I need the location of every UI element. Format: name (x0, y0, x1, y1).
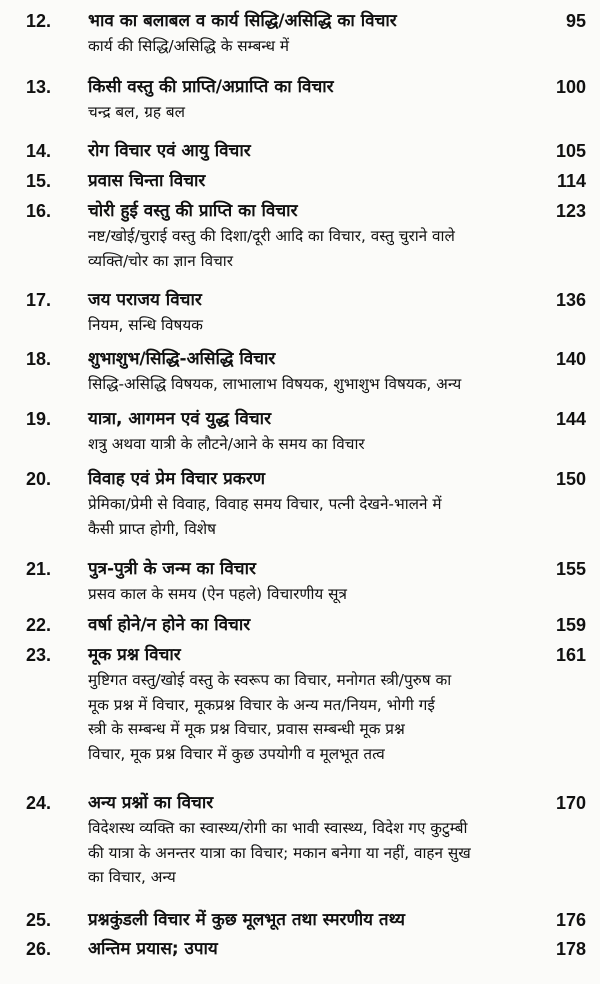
page-number: 105 (555, 141, 586, 161)
page-number: 100 (555, 77, 586, 97)
page-number: 144 (555, 409, 586, 429)
description-line: चन्द्र बल, ग्रह बल (88, 103, 185, 121)
chapter-description (88, 668, 584, 766)
chapter-description (88, 100, 584, 125)
chapter-title: प्रवास चिन्ता विचार (88, 171, 206, 191)
page-number: 155 (555, 559, 586, 579)
description-line: नियम, सन्धि विषयक (88, 316, 203, 334)
chapter-title: रोग विचार एवं आयु विचार (88, 141, 251, 161)
chapter-number: 23. (26, 645, 52, 665)
description-line: का विचार, अन्य (88, 868, 176, 887)
chapter-title: चोरी हुई वस्तु की प्राप्ति का विचार (88, 201, 298, 221)
chapter-number: 21. (26, 559, 52, 579)
chapter-number: 18. (26, 349, 52, 369)
chapter-title: किसी वस्तु की प्राप्ति/अप्राप्ति का विचार (88, 77, 334, 97)
page-number: 150 (555, 469, 586, 489)
chapter-number: 26. (26, 939, 52, 959)
description-line: मुष्टिगत वस्तु/खोई वस्तु के स्वरूप का विचार, मनोगत स्त्री/पुरुष का (88, 671, 452, 689)
page-number: 123 (555, 201, 586, 221)
chapter-description (88, 432, 584, 457)
description-line: प्रेमिका/प्रेमी से विवाह, विवाह समय विचार, पत्नी देखने-भालने में (88, 495, 442, 513)
chapter-number: 14. (26, 141, 52, 161)
chapter-number: 15. (26, 171, 52, 191)
chapter-description (88, 582, 584, 607)
description-line: स्त्री के सम्बन्ध में मूक प्रश्न विचार, प्रवास सम्बन्धी मूक प्रश्न (88, 720, 405, 739)
chapter-title: प्रश्नकुंडली विचार में कुछ मूलभूत तथा स्मरणीय तथ्य (88, 910, 406, 930)
chapter-description (88, 372, 584, 397)
chapter-description (88, 492, 584, 541)
chapter-description (88, 816, 584, 890)
chapter-description (88, 224, 584, 273)
description-line: सिद्धि-असिद्धि विषयक, लाभालाभ विषयक, शुभाशुभ विषयक, अन्य (88, 375, 462, 393)
page-number: 176 (555, 910, 586, 930)
page-number: 161 (555, 645, 586, 665)
page-number: 178 (555, 939, 586, 959)
chapter-number: 19. (26, 409, 52, 429)
page-number: 140 (555, 349, 586, 369)
chapter-title: भाव का बलाबल व कार्य सिद्धि/असिद्धि का विचार (88, 11, 397, 31)
chapter-title: अन्तिम प्रयास; उपाय (88, 939, 218, 959)
chapter-description (88, 313, 584, 338)
chapter-title: मूक प्रश्न विचार (88, 645, 181, 665)
chapter-number: 24. (26, 793, 52, 813)
page-number: 159 (555, 615, 586, 635)
description-line: व्यक्ति/चोर का ज्ञान विचार (88, 251, 234, 270)
chapter-number: 16. (26, 201, 52, 221)
chapter-title: पुत्र-पुत्री के जन्म का विचार (88, 559, 256, 579)
chapter-title: विवाह एवं प्रेम विचार प्रकरण (88, 469, 266, 489)
description-line: शत्रु अथवा यात्री के लौटने/आने के समय का विचार (88, 435, 365, 453)
chapter-title: वर्षा होने/न होने का विचार (88, 615, 251, 635)
chapter-number: 17. (26, 290, 52, 310)
page-number: 136 (555, 290, 586, 310)
chapter-title: शुभाशुभ/सिद्धि-असिद्धि विचार (88, 349, 276, 369)
description-line: प्रसव काल के समय (ऐन पहले) विचारणीय सूत्र (88, 585, 347, 603)
description-line: नष्ट/खोई/चुराई वस्तु की दिशा/दूरी आदि का विचार, वस्तु चुराने वाले (88, 227, 455, 245)
chapter-title: जय पराजय विचार (88, 290, 202, 310)
chapter-title: अन्य प्रश्नों का विचार (88, 793, 214, 813)
chapter-number: 13. (26, 77, 52, 97)
chapter-number: 22. (26, 615, 52, 635)
page-number: 114 (556, 171, 586, 191)
page-number: 95 (565, 11, 586, 31)
chapter-number: 12. (26, 11, 52, 31)
description-line: कार्य की सिद्धि/असिद्धि के सम्बन्ध में (88, 37, 290, 55)
chapter-description (88, 34, 584, 59)
page-number: 170 (555, 793, 586, 813)
description-line: मूक प्रश्न में विचार, मूकप्रश्न विचार के अन्य मत/नियम, भोगी गई (88, 695, 435, 714)
chapter-number: 20. (26, 469, 52, 489)
description-line: की यात्रा के अनन्तर यात्रा का विचार; मकान बनेगा या नहीं, वाहन सुख (88, 843, 471, 862)
chapter-number: 25. (26, 910, 52, 930)
description-line: विचार, मूक प्रश्न विचार में कुछ उपयोगी व मूलभूत तत्व (88, 744, 385, 763)
chapter-title: यात्रा, आगमन एवं युद्ध विचार (88, 409, 272, 429)
description-line: विदेशस्थ व्यक्ति का स्वास्थ्य/रोगी का भावी स्वास्थ्य, विदेश गए कुटुम्बी (88, 819, 468, 837)
description-line: कैसी प्राप्त होगी, विशेष (88, 519, 216, 538)
